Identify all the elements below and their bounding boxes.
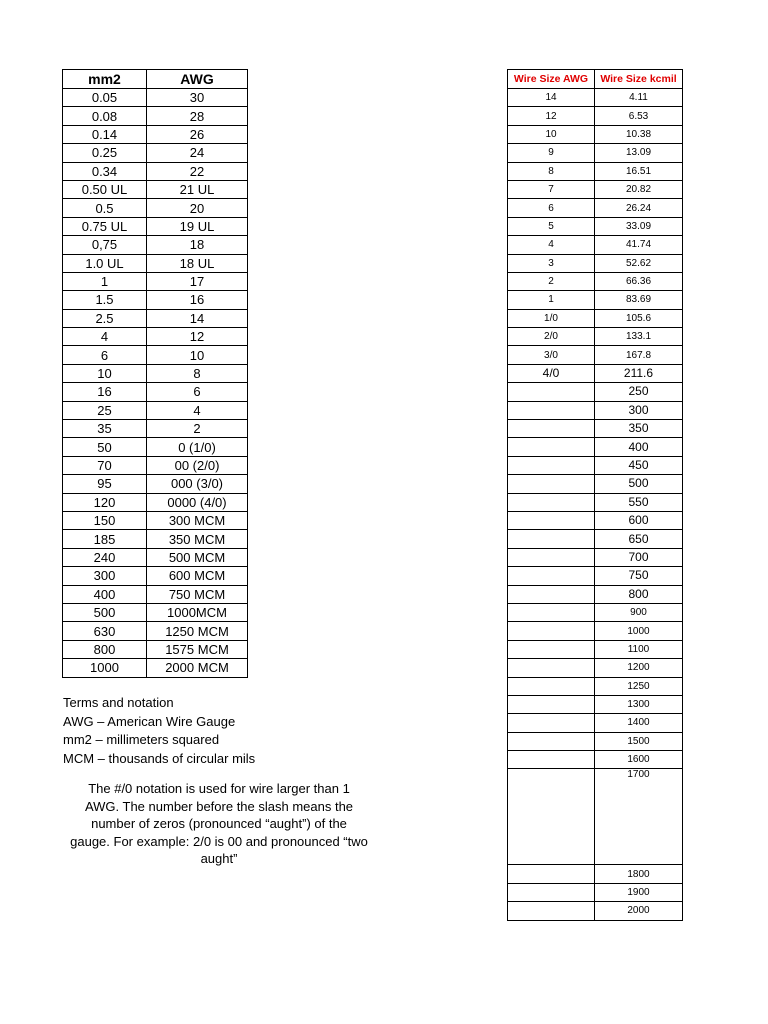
table-row: [63, 603, 248, 621]
cell-mm2: 2.5: [63, 309, 147, 327]
note-line-mcm: MCM – thousands of circular mils: [63, 750, 256, 766]
cell-awg: 0 (1/0): [147, 438, 248, 456]
table-row: [508, 659, 683, 677]
table-row: [63, 420, 248, 438]
cell-mm2: 0.75 UL: [63, 217, 147, 235]
table-row: [508, 769, 683, 865]
cell-wire-size-kcmil: 250: [595, 383, 683, 401]
table-row: [63, 309, 248, 327]
cell-mm2: 300: [63, 567, 147, 585]
table-row: [63, 254, 248, 272]
cell-wire-size-kcmil: 13.09: [595, 144, 683, 162]
cell-wire-size-kcmil: 211.6: [595, 364, 683, 382]
cell-awg: 14: [147, 309, 248, 327]
table-row: [63, 346, 248, 364]
conversion-table-body: [63, 89, 248, 678]
table-row: [508, 162, 683, 180]
cell-mm2: 0.14: [63, 125, 147, 143]
cell-wire-size-awg: 3: [508, 254, 595, 272]
table-row: [63, 125, 248, 143]
table-row: [63, 567, 248, 585]
cell-mm2: 500: [63, 603, 147, 621]
cell-awg: 2: [147, 420, 248, 438]
cell-wire-size-kcmil: 66.36: [595, 272, 683, 290]
note-line-mm2: mm2 – millimeters squared: [63, 732, 220, 747]
table-row: [63, 328, 248, 346]
cell-awg: 24: [147, 144, 248, 162]
cell-mm2: 10: [63, 364, 147, 382]
cell-wire-size-kcmil: 52.62: [595, 254, 683, 272]
cell-wire-size-awg: 2: [508, 272, 595, 290]
cell-awg: 28: [147, 107, 248, 125]
cell-mm2: 16: [63, 383, 147, 401]
cell-wire-size-awg: [508, 438, 595, 456]
cell-awg: 00 (2/0): [147, 456, 248, 474]
table-row: [63, 383, 248, 401]
cell-wire-size-awg: [508, 677, 595, 695]
table-row: [63, 199, 248, 217]
cell-mm2: 0,75: [63, 236, 147, 254]
table-row: [508, 438, 683, 456]
cell-awg: 0000 (4/0): [147, 493, 248, 511]
aught-notation-paragraph: The #/0 notation is used for wire larger than 1 AWG. The number before the slash means the number of zeros (pronounced “aught”) of the gauge. For example: 2/0 is 00 and pronounced “two aught”: [70, 781, 368, 867]
cell-awg: 000 (3/0): [147, 475, 248, 493]
table-row: [508, 902, 683, 920]
cell-wire-size-awg: [508, 420, 595, 438]
table-row: [63, 401, 248, 419]
cell-wire-size-awg: 5: [508, 217, 595, 235]
table-row: [63, 162, 248, 180]
cell-mm2: 50: [63, 438, 147, 456]
cell-awg: 26: [147, 125, 248, 143]
cell-awg: 1250 MCM: [147, 622, 248, 640]
cell-wire-size-kcmil: 20.82: [595, 180, 683, 198]
cell-mm2: 0.5: [63, 199, 147, 217]
table-row: [508, 751, 683, 769]
cell-mm2: 120: [63, 493, 147, 511]
cell-awg: 16: [147, 291, 248, 309]
table-row: [508, 346, 683, 364]
cell-mm2: 800: [63, 640, 147, 658]
cell-wire-size-awg: [508, 865, 595, 883]
table-row: [508, 420, 683, 438]
cell-wire-size-kcmil: 167.8: [595, 346, 683, 364]
cell-awg: 10: [147, 346, 248, 364]
table-row: [63, 438, 248, 456]
cell-awg: 6: [147, 383, 248, 401]
cell-mm2: 4: [63, 328, 147, 346]
cell-wire-size-kcmil: 1300: [595, 695, 683, 713]
cell-wire-size-kcmil: 26.24: [595, 199, 683, 217]
table-row: [508, 585, 683, 603]
cell-awg: 750 MCM: [147, 585, 248, 603]
cell-awg: 30: [147, 89, 248, 107]
cell-wire-size-awg: [508, 622, 595, 640]
cell-mm2: 1: [63, 272, 147, 290]
table-row: [63, 475, 248, 493]
table-row: [508, 475, 683, 493]
cell-mm2: 0.08: [63, 107, 147, 125]
cell-wire-size-awg: 10: [508, 125, 595, 143]
cell-awg: 8: [147, 364, 248, 382]
cell-wire-size-awg: 1: [508, 291, 595, 309]
table-row: [63, 236, 248, 254]
cell-wire-size-awg: 4: [508, 236, 595, 254]
cell-wire-size-awg: [508, 401, 595, 419]
table-row: [508, 107, 683, 125]
kcmil-table-body: [508, 89, 683, 921]
cell-wire-size-awg: [508, 456, 595, 474]
cell-wire-size-kcmil: 1500: [595, 732, 683, 750]
cell-awg: 19 UL: [147, 217, 248, 235]
cell-wire-size-awg: [508, 640, 595, 658]
table-row: [508, 456, 683, 474]
cell-wire-size-awg: [508, 383, 595, 401]
cell-wire-size-kcmil: 1000: [595, 622, 683, 640]
header-wire-size-awg: Wire Size AWG: [508, 70, 595, 89]
cell-awg: 350 MCM: [147, 530, 248, 548]
table-row: [63, 272, 248, 290]
cell-wire-size-kcmil: 1100: [595, 640, 683, 658]
cell-wire-size-kcmil: 450: [595, 456, 683, 474]
cell-awg: 500 MCM: [147, 548, 248, 566]
cell-awg: 17: [147, 272, 248, 290]
cell-awg: 18: [147, 236, 248, 254]
table-row: [508, 714, 683, 732]
table-row: [508, 328, 683, 346]
table-row: [508, 236, 683, 254]
cell-wire-size-awg: 1/0: [508, 309, 595, 327]
cell-awg: 2000 MCM: [147, 659, 248, 677]
cell-mm2: 400: [63, 585, 147, 603]
cell-mm2: 1.0 UL: [63, 254, 147, 272]
cell-wire-size-kcmil: 650: [595, 530, 683, 548]
cell-wire-size-awg: 8: [508, 162, 595, 180]
cell-mm2: 25: [63, 401, 147, 419]
cell-wire-size-kcmil: 550: [595, 493, 683, 511]
cell-wire-size-kcmil: 800: [595, 585, 683, 603]
cell-wire-size-awg: 14: [508, 89, 595, 107]
table-row: [508, 89, 683, 107]
table-row: [63, 530, 248, 548]
cell-mm2: 0.25: [63, 144, 147, 162]
cell-wire-size-kcmil: 41.74: [595, 236, 683, 254]
cell-awg: 1575 MCM: [147, 640, 248, 658]
table-row: [508, 883, 683, 901]
cell-mm2: 1.5: [63, 291, 147, 309]
table-row: [508, 364, 683, 382]
table-row: [63, 291, 248, 309]
table-row: [508, 401, 683, 419]
cell-wire-size-kcmil: 33.09: [595, 217, 683, 235]
cell-wire-size-kcmil: 600: [595, 511, 683, 529]
cell-wire-size-kcmil: 750: [595, 567, 683, 585]
mm2-awg-conversion-table: [62, 69, 248, 678]
cell-mm2: 630: [63, 622, 147, 640]
cell-wire-size-awg: 2/0: [508, 328, 595, 346]
table-header-row: [63, 70, 248, 89]
header-wire-size-kcmil: Wire Size kcmil: [595, 70, 683, 89]
table-row: [508, 383, 683, 401]
cell-awg: 300 MCM: [147, 511, 248, 529]
cell-awg: 12: [147, 328, 248, 346]
table-row: [508, 291, 683, 309]
table-row: [508, 180, 683, 198]
cell-wire-size-awg: [508, 769, 595, 865]
cell-wire-size-kcmil: 400: [595, 438, 683, 456]
cell-awg: 22: [147, 162, 248, 180]
table-row: [508, 309, 683, 327]
table-row: [508, 640, 683, 658]
table-row: [63, 364, 248, 382]
cell-wire-size-kcmil: 4.11: [595, 89, 683, 107]
table-row: [63, 180, 248, 198]
table-row: [508, 548, 683, 566]
table-row: [508, 695, 683, 713]
cell-wire-size-awg: [508, 585, 595, 603]
cell-wire-size-kcmil: 350: [595, 420, 683, 438]
cell-wire-size-awg: [508, 567, 595, 585]
table-row: [63, 107, 248, 125]
cell-wire-size-kcmil: 105.6: [595, 309, 683, 327]
cell-mm2: 1000: [63, 659, 147, 677]
cell-wire-size-awg: [508, 548, 595, 566]
cell-wire-size-awg: [508, 714, 595, 732]
cell-wire-size-kcmil: 1800: [595, 865, 683, 883]
terms-and-notation: [63, 694, 273, 768]
cell-wire-size-awg: [508, 603, 595, 621]
note-line-awg: AWG – American Wire Gauge: [63, 713, 236, 729]
table-row: [508, 254, 683, 272]
table-row: [508, 199, 683, 217]
cell-wire-size-awg: [508, 695, 595, 713]
table-row: [63, 585, 248, 603]
cell-wire-size-kcmil: 133.1: [595, 328, 683, 346]
header-mm2: mm2: [63, 70, 147, 89]
table-row: [63, 89, 248, 107]
table-row: [63, 548, 248, 566]
cell-mm2: 0.05: [63, 89, 147, 107]
table-row: [63, 493, 248, 511]
cell-wire-size-kcmil: 16.51: [595, 162, 683, 180]
cell-wire-size-kcmil: 1600: [595, 751, 683, 769]
table-row: [63, 622, 248, 640]
cell-wire-size-awg: 3/0: [508, 346, 595, 364]
header-awg: AWG: [147, 70, 248, 89]
table-row: [63, 511, 248, 529]
cell-mm2: 0.34: [63, 162, 147, 180]
cell-wire-size-kcmil: 1250: [595, 677, 683, 695]
cell-mm2: 240: [63, 548, 147, 566]
cell-wire-size-awg: [508, 475, 595, 493]
table-row: [508, 125, 683, 143]
cell-wire-size-awg: [508, 732, 595, 750]
cell-wire-size-kcmil: 1700: [595, 769, 683, 865]
table-row: [508, 530, 683, 548]
cell-wire-size-kcmil: 2000: [595, 902, 683, 920]
cell-wire-size-kcmil: 900: [595, 603, 683, 621]
awg-kcmil-table: [507, 69, 683, 921]
cell-mm2: 0.50 UL: [63, 180, 147, 198]
notes-title: Terms and notation: [63, 695, 174, 710]
cell-wire-size-awg: 9: [508, 144, 595, 162]
cell-awg: 20: [147, 199, 248, 217]
table-row: [63, 144, 248, 162]
cell-wire-size-awg: 4/0: [508, 364, 595, 382]
table-row: [63, 217, 248, 235]
cell-wire-size-awg: [508, 659, 595, 677]
cell-mm2: 70: [63, 456, 147, 474]
cell-awg: 600 MCM: [147, 567, 248, 585]
cell-wire-size-kcmil: 6.53: [595, 107, 683, 125]
cell-wire-size-kcmil: 10.38: [595, 125, 683, 143]
cell-mm2: 150: [63, 511, 147, 529]
table-row: [508, 677, 683, 695]
table-row: [63, 456, 248, 474]
table-row: [508, 732, 683, 750]
cell-wire-size-awg: [508, 902, 595, 920]
table-row: [508, 567, 683, 585]
cell-wire-size-awg: [508, 530, 595, 548]
table-row: [508, 272, 683, 290]
cell-wire-size-awg: 6: [508, 199, 595, 217]
cell-mm2: 185: [63, 530, 147, 548]
cell-wire-size-kcmil: 300: [595, 401, 683, 419]
cell-wire-size-kcmil: 83.69: [595, 291, 683, 309]
cell-wire-size-awg: [508, 511, 595, 529]
cell-wire-size-kcmil: 1900: [595, 883, 683, 901]
cell-mm2: 35: [63, 420, 147, 438]
table-row: [63, 659, 248, 677]
cell-wire-size-awg: 12: [508, 107, 595, 125]
cell-wire-size-kcmil: 500: [595, 475, 683, 493]
cell-wire-size-awg: [508, 751, 595, 769]
table-row: [508, 603, 683, 621]
table-row: [508, 622, 683, 640]
table-row: [508, 493, 683, 511]
table-row: [508, 511, 683, 529]
cell-awg: 18 UL: [147, 254, 248, 272]
table-row: [508, 865, 683, 883]
table-row: [508, 217, 683, 235]
cell-awg: 4: [147, 401, 248, 419]
cell-wire-size-awg: [508, 493, 595, 511]
cell-mm2: 6: [63, 346, 147, 364]
table-row: [508, 144, 683, 162]
cell-wire-size-kcmil: 1400: [595, 714, 683, 732]
cell-mm2: 95: [63, 475, 147, 493]
cell-wire-size-awg: 7: [508, 180, 595, 198]
cell-awg: 21 UL: [147, 180, 248, 198]
table-row: [63, 640, 248, 658]
cell-wire-size-kcmil: 1200: [595, 659, 683, 677]
table-header-row: [508, 70, 683, 89]
cell-wire-size-awg: [508, 883, 595, 901]
cell-awg: 1000MCM: [147, 603, 248, 621]
cell-wire-size-kcmil: 700: [595, 548, 683, 566]
